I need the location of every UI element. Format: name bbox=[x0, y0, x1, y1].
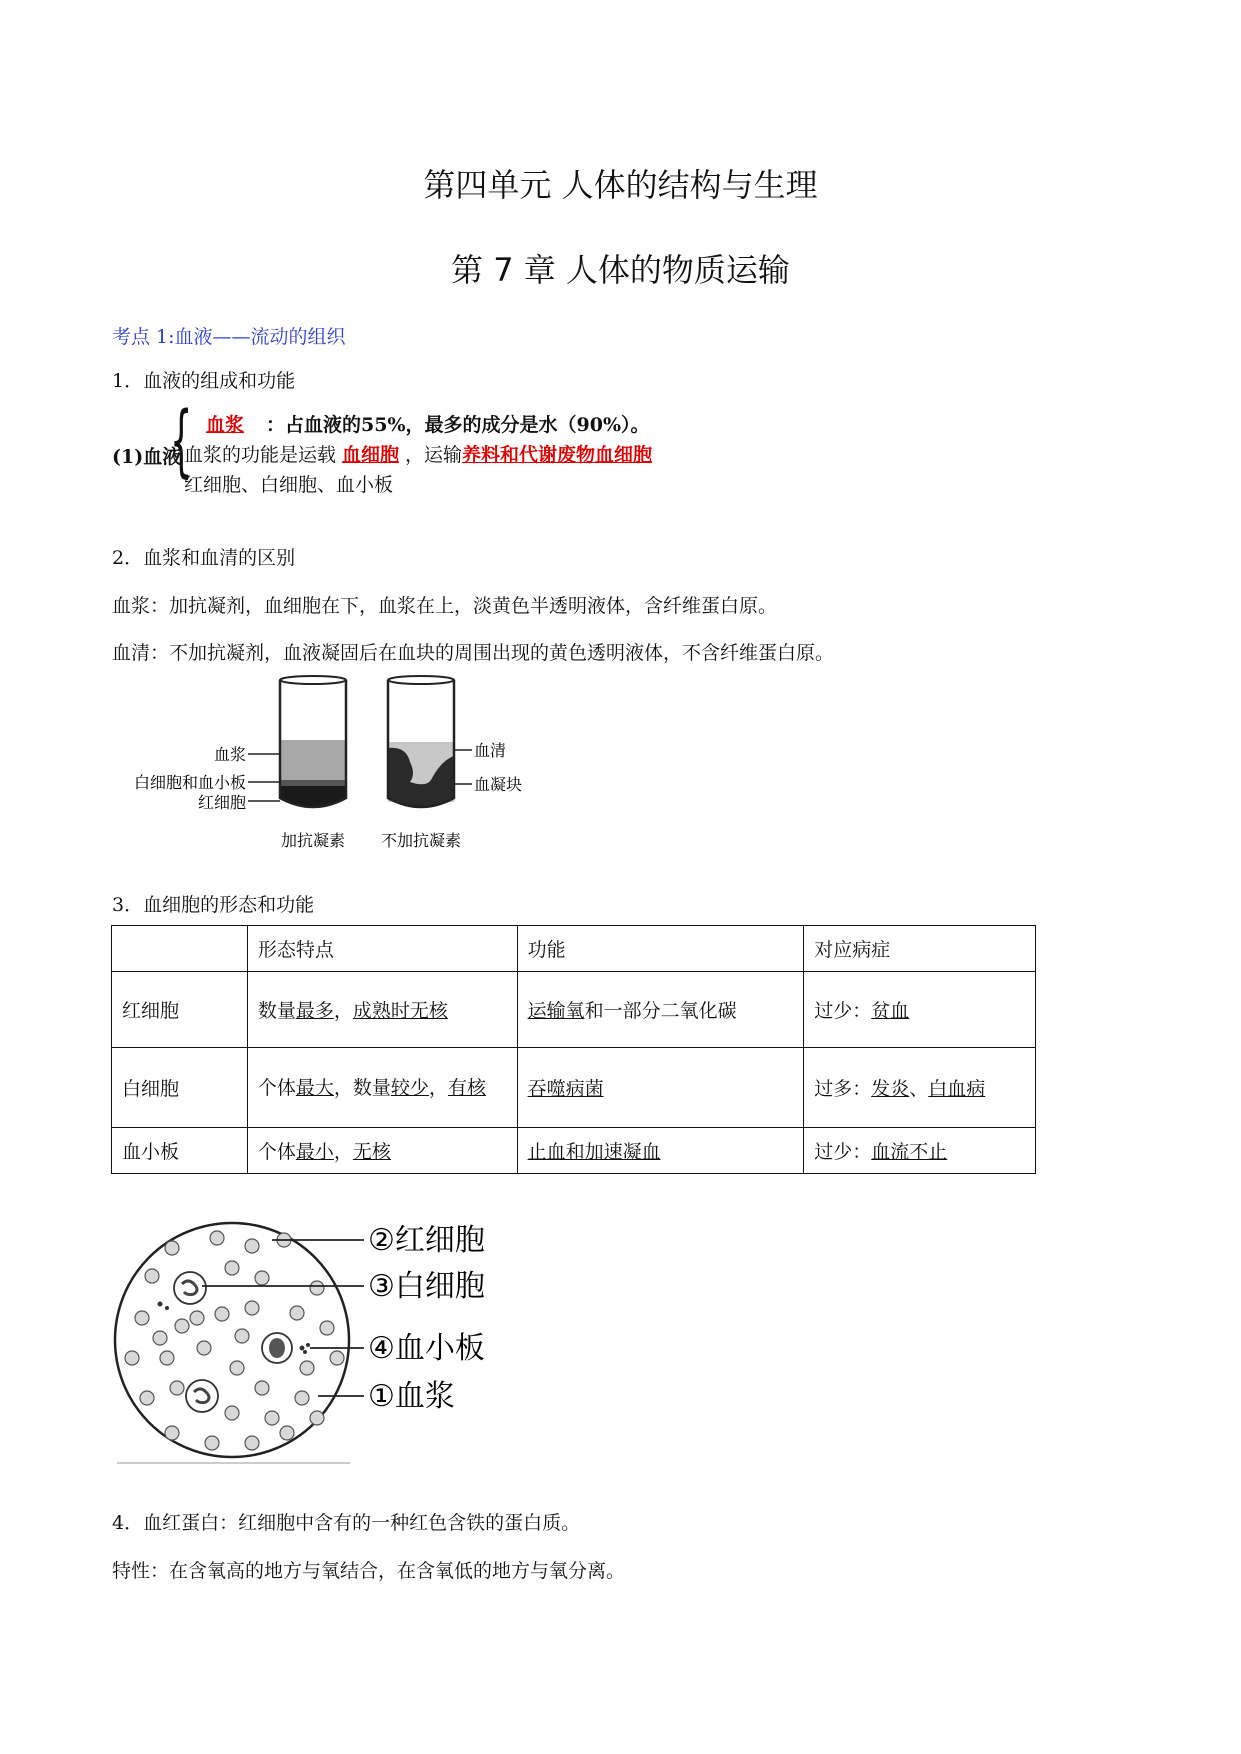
blood-smear-figure bbox=[112, 1218, 532, 1468]
text: ， bbox=[428, 1076, 448, 1099]
test-tube-figure bbox=[110, 670, 540, 860]
red-cell-dot bbox=[255, 1271, 269, 1285]
text: ， bbox=[333, 1000, 353, 1022]
hemoglobin-property: 特性：在含氧高的地方与氧结合，在含氧低的地方与氧分离。 bbox=[112, 1560, 626, 1582]
underlined-text: 无核 bbox=[352, 1141, 391, 1163]
label-rbc: 红细胞 bbox=[197, 793, 246, 812]
text: 和一部分二氧化碳 bbox=[584, 1000, 737, 1022]
chapter-title: 第 7 章 人体的物质运输 bbox=[451, 251, 790, 289]
cell-function bbox=[517, 972, 804, 1048]
underlined-text: 成熟时无核 bbox=[352, 1000, 448, 1022]
red-cell-dot bbox=[245, 1239, 259, 1253]
composition-line1 bbox=[184, 410, 650, 437]
composition-line3: 红细胞、白细胞、血小板 bbox=[184, 474, 394, 496]
anticoagulant-tube bbox=[280, 676, 346, 807]
red-cell-dot bbox=[205, 1436, 219, 1450]
red-cell-dot bbox=[153, 1331, 167, 1345]
table-row bbox=[112, 1048, 1036, 1128]
red-cell-dot bbox=[160, 1351, 174, 1365]
red-cell-dot bbox=[135, 1311, 149, 1325]
cell-disease bbox=[804, 972, 1036, 1048]
red-cell-dot bbox=[280, 1426, 294, 1440]
header-function: 功能 bbox=[517, 926, 804, 972]
underlined-text: 最多 bbox=[295, 1000, 334, 1022]
underlined-text: 白血病 bbox=[928, 1078, 986, 1100]
section4-heading: 4．血红蛋白：红细胞中含有的一种红色含铁的蛋白质。 bbox=[112, 1512, 581, 1534]
answer-plasma: 血浆 bbox=[206, 414, 245, 436]
red-cell-dot bbox=[225, 1406, 239, 1420]
blood-cell-table bbox=[111, 925, 1036, 1174]
line2-pre: 血浆的功能是运载 bbox=[184, 444, 337, 466]
red-cell-dot bbox=[245, 1436, 259, 1450]
cell-function bbox=[517, 1048, 804, 1128]
red-cell-dot bbox=[215, 1307, 229, 1321]
text: 过多： bbox=[814, 1078, 872, 1100]
red-cell-dot bbox=[190, 1311, 204, 1325]
table-row bbox=[112, 972, 1036, 1048]
line2-mid: ，运输 bbox=[405, 444, 463, 466]
red-cell-dot bbox=[330, 1351, 344, 1365]
underlined-text: 血流不止 bbox=[871, 1141, 948, 1163]
underlined-text: 吞噬病菌 bbox=[527, 1078, 604, 1100]
header-morphology: 形态特点 bbox=[247, 926, 517, 972]
answer-blood-cells: 血细胞 bbox=[342, 444, 400, 466]
white-blood-cell-icon bbox=[262, 1333, 292, 1363]
header-empty bbox=[112, 926, 248, 972]
red-cell-dot bbox=[310, 1281, 324, 1295]
underlined-text: 有核 bbox=[447, 1076, 486, 1099]
cell-morphology bbox=[247, 1048, 517, 1128]
red-cell-dot bbox=[170, 1381, 184, 1395]
red-cell-dot bbox=[230, 1361, 244, 1375]
text: 、 bbox=[909, 1078, 929, 1100]
text: 数量 bbox=[257, 1000, 296, 1022]
kaodian-heading: 考点 1:血液——流动的组织 bbox=[112, 326, 346, 348]
underlined-text: 较少 bbox=[390, 1076, 429, 1099]
text: 过少： bbox=[814, 1000, 872, 1022]
text: ，数量 bbox=[333, 1076, 391, 1099]
text: 个体 bbox=[257, 1076, 296, 1099]
white-blood-cell-icon bbox=[174, 1272, 206, 1304]
brace-symbol: { bbox=[170, 396, 193, 486]
cell-name: 白细胞 bbox=[112, 1048, 248, 1128]
red-cell-dot bbox=[225, 1261, 239, 1275]
underlined-text: 运输氧 bbox=[527, 1000, 585, 1022]
cell-morphology bbox=[247, 1128, 517, 1174]
label-plasma-smear: ①血浆 bbox=[368, 1379, 455, 1414]
red-cell-dot bbox=[175, 1319, 189, 1333]
header-disease: 对应病症 bbox=[804, 926, 1036, 972]
caption-anticoagulant: 加抗凝素 bbox=[280, 831, 346, 850]
underlined-text: 止血和加速凝血 bbox=[527, 1141, 661, 1163]
cell-disease bbox=[804, 1048, 1036, 1128]
no-anticoagulant-tube bbox=[388, 676, 454, 807]
red-cell-dot bbox=[320, 1321, 334, 1335]
cell-morphology bbox=[247, 972, 517, 1048]
underlined-text: 最大 bbox=[295, 1076, 334, 1099]
red-cell-dot bbox=[197, 1341, 211, 1355]
plasma-description: 血浆：加抗凝剂，血细胞在下，血浆在上，淡黄色半透明液体，含纤维蛋白原。 bbox=[112, 595, 778, 617]
red-cell-dot bbox=[295, 1391, 309, 1405]
section1-heading: 1．血液的组成和功能 bbox=[112, 370, 296, 392]
red-cell-dot bbox=[300, 1361, 314, 1375]
unit-title: 第四单元 人体的结构与生理 bbox=[423, 166, 818, 204]
label-serum: 血清 bbox=[474, 741, 507, 760]
label-wbc-platelet: 白细胞和血小板 bbox=[133, 773, 246, 792]
white-blood-cell-icon bbox=[186, 1380, 218, 1412]
underlined-text: 最小 bbox=[295, 1141, 334, 1163]
red-cell-dot bbox=[245, 1301, 259, 1315]
red-cell-dot bbox=[265, 1411, 279, 1425]
serum-description: 血清：不加抗凝剂，血液凝固后在血块的周围出现的黄色透明液体，不含纤维蛋白原。 bbox=[112, 642, 835, 664]
label-plasma: 血浆 bbox=[213, 745, 246, 764]
table-row bbox=[112, 1128, 1036, 1174]
blood-label: (1)血液 bbox=[112, 446, 182, 468]
red-cell-dot bbox=[310, 1411, 324, 1425]
red-cell-dot bbox=[145, 1269, 159, 1283]
red-cell-dot bbox=[255, 1381, 269, 1395]
label-clot: 血凝块 bbox=[474, 775, 523, 794]
cell-function bbox=[517, 1128, 804, 1174]
text: 过少： bbox=[814, 1141, 872, 1163]
red-cell-dot bbox=[210, 1231, 224, 1245]
cell-name: 红细胞 bbox=[112, 972, 248, 1048]
red-cell-dot bbox=[165, 1241, 179, 1255]
label-red-cell: ②红细胞 bbox=[368, 1223, 485, 1258]
caption-no-anticoagulant: 不加抗凝素 bbox=[380, 831, 462, 850]
composition-line2 bbox=[184, 440, 652, 467]
section3-heading: 3．血细胞的形态和功能 bbox=[112, 894, 315, 916]
answer-nutrients: 养料和代谢废物血细胞 bbox=[462, 444, 653, 466]
underlined-text: 贫血 bbox=[871, 1000, 910, 1022]
label-white-cell: ③白细胞 bbox=[368, 1269, 485, 1304]
cell-disease bbox=[804, 1128, 1036, 1174]
red-cell-dot bbox=[235, 1329, 249, 1343]
table-header-row bbox=[112, 926, 1036, 972]
label-platelet: ④血小板 bbox=[368, 1331, 485, 1366]
section2-heading: 2．血浆和血清的区别 bbox=[112, 547, 296, 569]
red-cell-dot bbox=[165, 1426, 179, 1440]
text: 个体 bbox=[257, 1141, 296, 1163]
red-cell-dot bbox=[140, 1391, 154, 1405]
red-cell-dot bbox=[290, 1306, 304, 1320]
line1-rest: ：占血液的55%，最多的成分是水（90%）。 bbox=[266, 414, 650, 436]
text: ， bbox=[333, 1141, 353, 1163]
underlined-text: 发炎 bbox=[871, 1078, 910, 1100]
red-cell-dot bbox=[125, 1351, 139, 1365]
cell-name: 血小板 bbox=[112, 1128, 248, 1174]
